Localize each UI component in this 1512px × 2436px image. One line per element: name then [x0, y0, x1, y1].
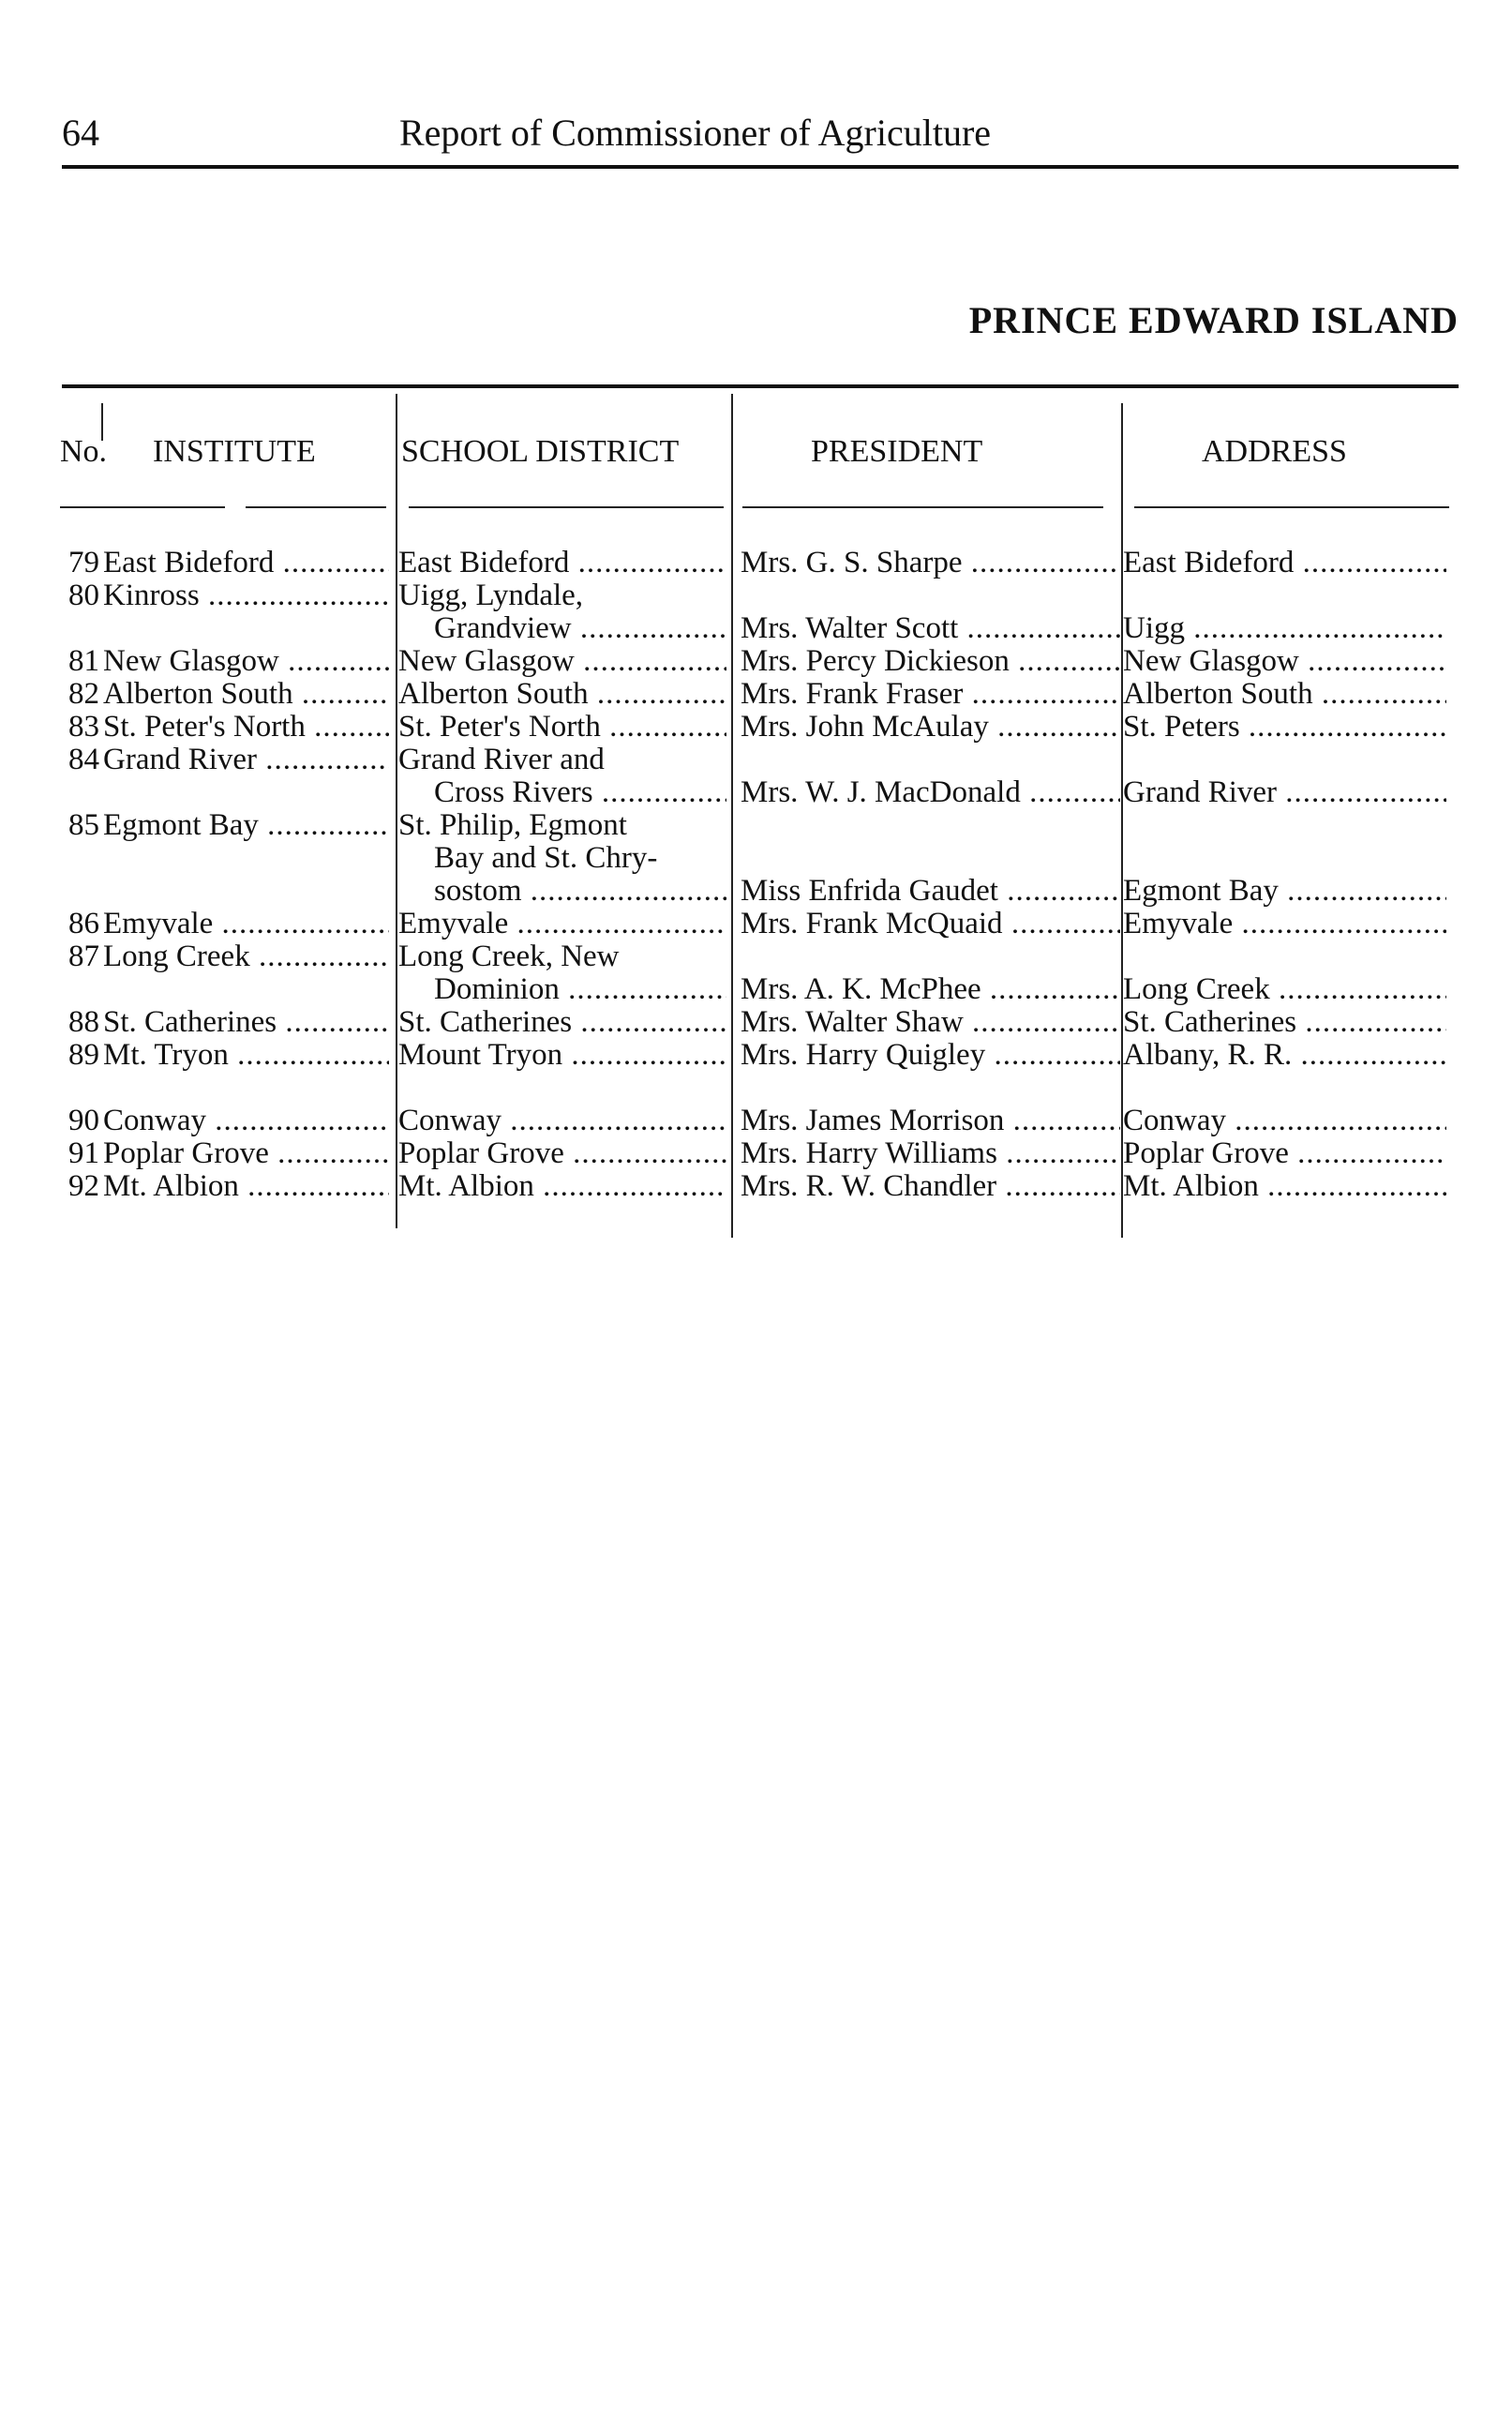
president-cell: Miss Enfrida Gaudet ..... [741, 874, 1120, 909]
school-district-cell: Conway ..... [398, 1104, 726, 1138]
row-number: 80 [68, 579, 99, 612]
row-number: 90 [68, 1104, 99, 1137]
section-title: PRINCE EDWARD ISLAND [968, 299, 1459, 341]
president-cell: Mrs. Harry Williams ..... [741, 1136, 1120, 1171]
row-number: 89 [68, 1038, 99, 1072]
header-underline [409, 506, 724, 508]
school-district-cell: Mt. Albion ..... [398, 1169, 726, 1204]
header-underline [1134, 506, 1449, 508]
president-cell: Mrs. W. J. MacDonald ..... [741, 775, 1120, 810]
president-cell: Mrs. Frank Fraser ..... [741, 677, 1120, 712]
row-number: 91 [68, 1136, 99, 1170]
column-divider [731, 394, 733, 1238]
school-district-cell: East Bideford ..... [398, 546, 726, 580]
school-district-cell: Emyvale ..... [398, 907, 726, 941]
address-cell: St. Catherines ..... [1123, 1005, 1446, 1040]
school-district-cell: Grand River and [398, 743, 605, 776]
row-number: 79 [68, 546, 99, 579]
president-cell: Mrs. Percy Dickieson ..... [741, 644, 1120, 679]
president-cell: Mrs. R. W. Chandler ..... [741, 1169, 1120, 1204]
address-cell: Emyvale ..... [1123, 907, 1446, 941]
address-cell: St. Peters ..... [1123, 710, 1446, 744]
row-number: 85 [68, 808, 99, 842]
column-header-no: No. [60, 434, 108, 469]
row-number: 81 [68, 644, 99, 678]
institute-cell: St. Catherines ..... [103, 1005, 389, 1040]
institute-cell: Conway ..... [103, 1104, 389, 1138]
president-cell: Mrs. Harry Quigley ..... [741, 1038, 1120, 1073]
school-district-cell: St. Philip, Egmont [398, 808, 627, 842]
institute-cell: Long Creek ..... [103, 940, 389, 974]
school-district-cell: Poplar Grove ..... [398, 1136, 726, 1171]
column-header-address: ADDRESS [1202, 434, 1347, 469]
row-number: 87 [68, 940, 99, 973]
address-cell: Albany, R. R. ..... [1123, 1038, 1446, 1073]
school-district-cell: Dominion ..... [398, 972, 726, 1007]
institute-cell: Mt. Tryon ..... [103, 1038, 389, 1073]
header-underline [60, 506, 225, 508]
school-district-cell: New Glasgow ..... [398, 644, 726, 679]
address-cell: East Bideford ..... [1123, 546, 1446, 580]
page-header [62, 111, 1459, 167]
section-rule [62, 384, 1459, 388]
institute-cell: Poplar Grove ..... [103, 1136, 389, 1171]
address-cell: New Glasgow ..... [1123, 644, 1446, 679]
row-number: 82 [68, 677, 99, 711]
header-rule [62, 165, 1459, 169]
row-number: 88 [68, 1005, 99, 1039]
column-header-institute: INSTITUTE [153, 434, 316, 469]
institute-cell: East Bideford ..... [103, 546, 389, 580]
school-district-cell: Bay and St. Chry- [434, 841, 658, 875]
column-header-president: PRESIDENT [811, 434, 983, 469]
institute-cell: Mt. Albion ..... [103, 1169, 389, 1204]
header-underline [742, 506, 1103, 508]
institute-cell: Kinross ..... [103, 579, 389, 613]
column-header-school-district: SCHOOL DISTRICT [401, 434, 680, 469]
running-title: Report of Commissioner of Agriculture [399, 112, 992, 154]
president-cell: Mrs. G. S. Sharpe ..... [741, 546, 1120, 580]
address-cell: Conway ..... [1123, 1104, 1446, 1138]
row-number: 86 [68, 907, 99, 940]
institute-cell: Emyvale ..... [103, 907, 389, 941]
school-district-cell: Mount Tryon ..... [398, 1038, 726, 1073]
president-cell: Mrs. Walter Shaw ..... [741, 1005, 1120, 1040]
institute-cell: Grand River ..... [103, 743, 389, 777]
address-cell: Uigg ..... [1123, 611, 1446, 646]
president-cell: Mrs. John McAulay ..... [741, 710, 1120, 744]
header-underline [246, 506, 386, 508]
page-number: 64 [62, 112, 99, 154]
address-cell: Alberton South ..... [1123, 677, 1446, 712]
president-cell: Mrs. James Morrison ..... [741, 1104, 1120, 1138]
school-district-cell: sostom ..... [398, 874, 726, 909]
school-district-cell: Uigg, Lyndale, [398, 579, 584, 612]
school-district-cell: Long Creek, New [398, 940, 620, 973]
institute-cell: New Glasgow ..... [103, 644, 389, 679]
president-cell: Mrs. Frank McQuaid ..... [741, 907, 1120, 941]
president-cell: Mrs. Walter Scott ..... [741, 611, 1120, 646]
institute-cell: Alberton South ..... [103, 677, 389, 712]
school-district-cell: St. Peter's North ..... [398, 710, 726, 744]
school-district-cell: Grandview ..... [398, 611, 726, 646]
president-cell: Mrs. A. K. McPhee ..... [741, 972, 1120, 1007]
row-number: 92 [68, 1169, 99, 1203]
address-cell: Egmont Bay ..... [1123, 874, 1446, 909]
address-cell: Poplar Grove ..... [1123, 1136, 1446, 1171]
address-cell: Long Creek ..... [1123, 972, 1446, 1007]
column-divider [396, 394, 397, 1228]
institute-cell: Egmont Bay ..... [103, 808, 389, 843]
row-number: 84 [68, 743, 99, 776]
row-number: 83 [68, 710, 99, 744]
school-district-cell: St. Catherines ..... [398, 1005, 726, 1040]
school-district-cell: Cross Rivers ..... [398, 775, 726, 810]
school-district-cell: Alberton South ..... [398, 677, 726, 712]
address-cell: Grand River ..... [1123, 775, 1446, 810]
institute-cell: St. Peter's North ..... [103, 710, 389, 744]
address-cell: Mt. Albion ..... [1123, 1169, 1446, 1204]
